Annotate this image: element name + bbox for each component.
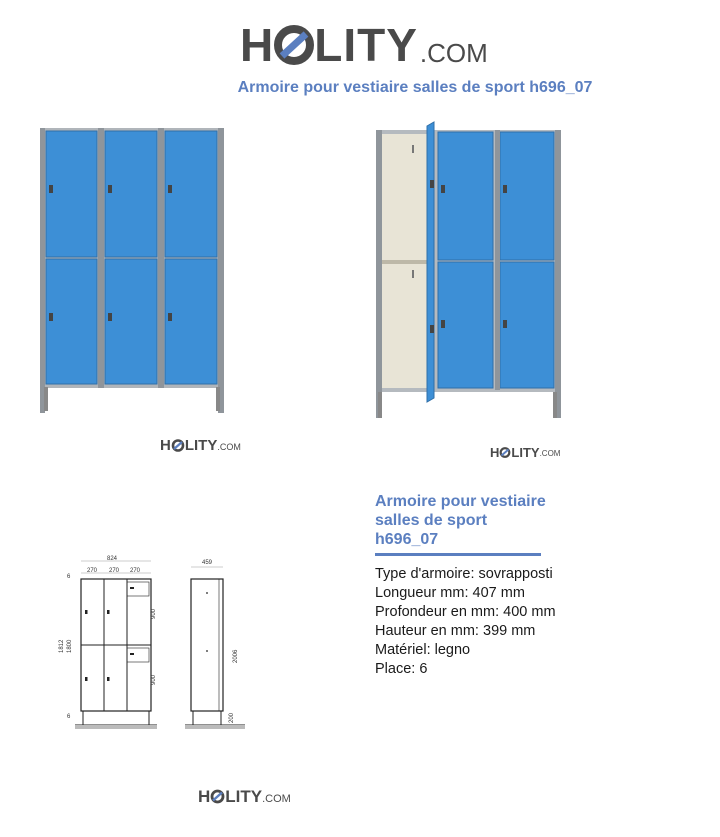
- dim-width: 824: [107, 556, 118, 562]
- holity-logo-small: [198, 788, 291, 805]
- dim-side-height: 2006: [233, 649, 239, 663]
- spec-label: Hauteur en mm:: [375, 623, 479, 639]
- spec-label: Matériel:: [375, 642, 431, 658]
- logo-text-start: H: [490, 445, 500, 460]
- dim-door-bottom: 900: [151, 674, 157, 685]
- logo-suffix: .COM: [262, 793, 291, 805]
- holity-logo-small: [490, 446, 560, 459]
- dim-col-2: 270: [109, 568, 120, 574]
- technical-drawing: [55, 553, 255, 733]
- locker-closed-image: [38, 125, 228, 415]
- dim-bottom-gap: 6: [67, 714, 71, 720]
- dim-leg-height: 200: [229, 712, 235, 723]
- logo-text-end: LITY: [225, 787, 263, 806]
- logo-text-start: H: [198, 787, 211, 806]
- product-title-line: h696_07: [375, 531, 439, 548]
- spec-label: Profondeur en mm:: [375, 604, 500, 620]
- logo-text-start: H: [160, 437, 171, 454]
- spec-list: [375, 565, 675, 679]
- spec-row: [375, 622, 675, 641]
- spec-label: Place:: [375, 661, 416, 677]
- locker-open-image: [372, 120, 564, 420]
- logo-text-end: LITY: [184, 437, 218, 454]
- holity-logo[interactable]: [240, 18, 488, 71]
- holity-logo-small: [160, 438, 241, 453]
- dim-col-3: 270: [130, 568, 141, 574]
- dim-total-h1: 1812: [59, 639, 65, 653]
- product-title-line: Armoire pour vestiaire: [375, 493, 546, 510]
- logo-o-icon: [274, 22, 314, 68]
- logo-o-icon: [210, 788, 225, 805]
- page-title: Armoire pour vestiaire salles de sport h696_07: [237, 79, 593, 96]
- title-underline: [375, 553, 541, 556]
- spec-value: sovrapposti: [478, 566, 553, 582]
- spec-value: 400 mm: [503, 604, 556, 620]
- logo-suffix: .COM: [419, 38, 488, 68]
- spec-value: legno: [434, 642, 471, 658]
- logo-o-icon: [499, 446, 511, 459]
- dim-door-top: 900: [151, 608, 157, 619]
- logo-suffix: .COM: [217, 442, 241, 452]
- spec-value: 6: [419, 661, 428, 677]
- dim-total-h2: 1800: [67, 639, 73, 653]
- spec-label: Longueur mm:: [375, 585, 469, 601]
- spec-row: [375, 565, 675, 584]
- spec-row: [375, 641, 675, 660]
- logo-text-end: LITY: [314, 19, 418, 71]
- spec-row: [375, 660, 675, 679]
- logo-suffix: .COM: [539, 449, 561, 458]
- logo-o-icon: [171, 438, 185, 453]
- spec-value: 399 mm: [483, 623, 536, 639]
- spec-row: [375, 584, 675, 603]
- product-title-line: salles de sport: [375, 512, 488, 529]
- logo-text-end: LITY: [511, 445, 540, 460]
- spec-row: [375, 603, 675, 622]
- spec-value: 407 mm: [472, 585, 525, 601]
- dim-depth: 459: [202, 560, 213, 566]
- dim-top-gap: 6: [67, 574, 71, 580]
- dim-col-1: 270: [87, 568, 98, 574]
- product-title: [375, 492, 575, 549]
- spec-label: Type d'armoire:: [375, 566, 475, 582]
- logo-text-start: H: [240, 19, 275, 71]
